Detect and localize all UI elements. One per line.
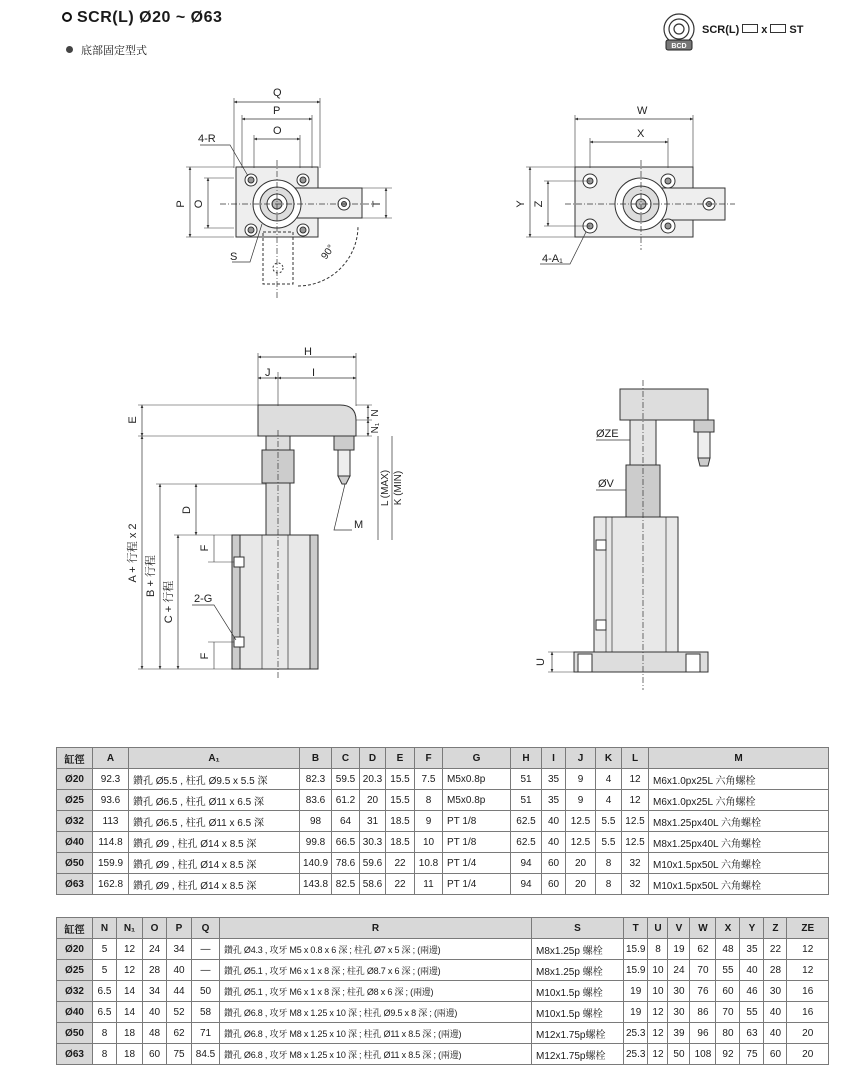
svg-text:2-G: 2-G: [194, 593, 213, 605]
table-cell: 8: [596, 874, 622, 895]
column-header: B: [300, 748, 332, 769]
table-cell: 62.5: [511, 832, 542, 853]
column-header: A: [93, 748, 129, 769]
table-cell: 9: [566, 790, 596, 811]
table-cell: 35: [542, 790, 566, 811]
table-cell: 60: [716, 981, 740, 1002]
column-header: V: [668, 918, 690, 939]
table-cell: 9: [566, 769, 596, 790]
table-cell: 30: [668, 1002, 690, 1023]
table-cell: 12.5: [566, 811, 596, 832]
table-cell: 25.3: [624, 1044, 648, 1065]
table-cell: 19: [624, 981, 648, 1002]
column-header: K: [596, 748, 622, 769]
table-cell: 32: [622, 874, 649, 895]
table-cell: 39: [668, 1023, 690, 1044]
table-cell: 114.8: [93, 832, 129, 853]
table-cell: 51: [511, 769, 542, 790]
table-cell: 58: [192, 1002, 220, 1023]
table-cell: 20: [566, 853, 596, 874]
table-cell: 12: [117, 939, 143, 960]
svg-text:ØV: ØV: [598, 478, 614, 490]
table-cell: 12: [787, 939, 829, 960]
row-header-cell: Ø20: [57, 769, 93, 790]
table-cell: 鑽孔 Ø5.1 , 攻牙 M6 x 1 x 8 深 ; 柱孔 Ø8.7 x 6 深 ; (兩邊): [220, 960, 532, 981]
table-cell: 34: [143, 981, 167, 1002]
table-cell: M12x1.75p螺栓: [532, 1023, 624, 1044]
table-cell: 30: [764, 981, 787, 1002]
column-header: I: [542, 748, 566, 769]
table-cell: 鑽孔 Ø6.8 , 攻牙 M8 x 1.25 x 10 深 ; 柱孔 Ø11 x 8.5 深 ; (兩邊): [220, 1044, 532, 1065]
table-cell: 61.2: [332, 790, 360, 811]
column-header: P: [167, 918, 192, 939]
table-cell: 22: [386, 874, 415, 895]
table-cell: 99.8: [300, 832, 332, 853]
table-cell: PT 1/4: [443, 853, 511, 874]
svg-text:O: O: [193, 199, 205, 209]
table-cell: 60: [542, 853, 566, 874]
svg-text:Y: Y: [515, 200, 527, 208]
table-cell: 140.9: [300, 853, 332, 874]
table-cell: 18: [117, 1023, 143, 1044]
table-cell: 12: [648, 1002, 668, 1023]
table-cell: 40: [764, 1002, 787, 1023]
top-view-left: [186, 98, 392, 300]
column-header: ZE: [787, 918, 829, 939]
row-header-cell: Ø25: [57, 790, 93, 811]
column-header: J: [566, 748, 596, 769]
table-cell: M10x1.5p 螺栓: [532, 981, 624, 1002]
svg-text:N: N: [370, 409, 381, 417]
table-cell: 19: [624, 1002, 648, 1023]
column-header: C: [332, 748, 360, 769]
table-cell: 108: [690, 1044, 716, 1065]
row-header-cell: Ø40: [57, 832, 93, 853]
table-cell: 143.8: [300, 874, 332, 895]
table-cell: 60: [542, 874, 566, 895]
table-cell: 20: [787, 1044, 829, 1065]
svg-text:K (MIN): K (MIN): [393, 470, 404, 506]
table-cell: 16: [787, 1002, 829, 1023]
table-cell: 15.9: [624, 939, 648, 960]
table-cell: 92.3: [93, 769, 129, 790]
table-cell: 15.5: [386, 769, 415, 790]
table-cell: 10: [648, 981, 668, 1002]
table-row: [57, 981, 829, 1002]
svg-text:T: T: [371, 200, 383, 208]
table-row: [57, 832, 829, 853]
table-cell: 50: [668, 1044, 690, 1065]
table-cell: 52: [167, 1002, 192, 1023]
table-cell: 59.6: [360, 853, 386, 874]
table-cell: 35: [542, 769, 566, 790]
table-row: [57, 1023, 829, 1044]
table-header-row: [57, 748, 829, 769]
svg-text:BCD: BCD: [671, 43, 687, 50]
table-cell: 19: [668, 939, 690, 960]
table-cell: 71: [192, 1023, 220, 1044]
table-cell: 75: [167, 1044, 192, 1065]
table-cell: 18: [117, 1044, 143, 1065]
table-cell: 78.6: [332, 853, 360, 874]
table-cell: M8x1.25px40L 六角螺栓: [649, 832, 829, 853]
table-cell: 12: [117, 960, 143, 981]
table-cell: 76: [690, 981, 716, 1002]
column-header: N: [93, 918, 117, 939]
table-cell: 63: [740, 1023, 764, 1044]
table-cell: 鑽孔 Ø9 , 柱孔 Ø14 x 8.5 深: [129, 832, 300, 853]
table-cell: 32: [622, 853, 649, 874]
model-code-text: SCR(L) x ST: [702, 24, 804, 36]
table-cell: 20.3: [360, 769, 386, 790]
table-cell: 40: [764, 1023, 787, 1044]
row-header-cell: Ø32: [57, 811, 93, 832]
table-cell: 鑽孔 Ø6.8 , 攻牙 M8 x 1.25 x 10 深 ; 柱孔 Ø11 x 8.5 深 ; (兩邊): [220, 1023, 532, 1044]
svg-text:U: U: [535, 658, 547, 666]
column-header: A₁: [129, 748, 300, 769]
table-cell: M6x1.0px25L 六角螺栓: [649, 769, 829, 790]
table-row: [57, 1002, 829, 1023]
table-cell: 40: [167, 960, 192, 981]
svg-text:F: F: [199, 544, 211, 552]
svg-text:S: S: [230, 251, 238, 263]
table-cell: 70: [690, 960, 716, 981]
table-cell: M8x1.25p 螺栓: [532, 960, 624, 981]
table-cell: 113: [93, 811, 129, 832]
table-cell: 82.5: [332, 874, 360, 895]
table-cell: PT 1/8: [443, 811, 511, 832]
column-header: O: [143, 918, 167, 939]
table-cell: 30.3: [360, 832, 386, 853]
svg-text:O: O: [273, 125, 282, 137]
spec-table-1: [56, 747, 829, 895]
column-header: R: [220, 918, 532, 939]
table-cell: 8: [596, 853, 622, 874]
table-cell: 20: [787, 1023, 829, 1044]
table-cell: 11: [415, 874, 443, 895]
table-cell: 18.5: [386, 832, 415, 853]
table-cell: 15.9: [624, 960, 648, 981]
table-cell: M6x1.0px25L 六角螺栓: [649, 790, 829, 811]
table-cell: 8: [648, 939, 668, 960]
table-cell: 60: [764, 1044, 787, 1065]
table-cell: 5.5: [596, 832, 622, 853]
column-header: G: [443, 748, 511, 769]
table-cell: 82.3: [300, 769, 332, 790]
column-header: Q: [192, 918, 220, 939]
column-header: 缸徑: [57, 918, 93, 939]
table-cell: 96: [690, 1023, 716, 1044]
table-cell: M10x1.5p 螺栓: [532, 1002, 624, 1023]
column-header: W: [690, 918, 716, 939]
table-cell: 7.5: [415, 769, 443, 790]
svg-text:H: H: [304, 346, 312, 358]
table-cell: 58.6: [360, 874, 386, 895]
table-row: [57, 960, 829, 981]
table-cell: 8: [415, 790, 443, 811]
table-row: [57, 853, 829, 874]
svg-text:4-R: 4-R: [198, 133, 216, 145]
title-text: SCR(L) Ø20 ~ Ø63: [77, 9, 223, 26]
svg-text:Z: Z: [533, 200, 545, 208]
table-cell: 86: [690, 1002, 716, 1023]
table-cell: 94: [511, 853, 542, 874]
table-cell: 20: [360, 790, 386, 811]
table-cell: 20: [566, 874, 596, 895]
table-cell: 5: [93, 939, 117, 960]
column-header: X: [716, 918, 740, 939]
row-header-cell: Ø50: [57, 853, 93, 874]
table-cell: 12: [622, 769, 649, 790]
side-view: [548, 380, 714, 690]
table-cell: 46: [740, 981, 764, 1002]
column-header: Z: [764, 918, 787, 939]
table-cell: 40: [740, 960, 764, 981]
table-cell: M5x0.8p: [443, 790, 511, 811]
svg-text:B + 行程: B + 行程: [145, 555, 157, 597]
column-header: U: [648, 918, 668, 939]
table-cell: 12: [648, 1023, 668, 1044]
table-cell: 24: [143, 939, 167, 960]
table-cell: 12.5: [566, 832, 596, 853]
table-cell: 鑽孔 Ø6.5 , 柱孔 Ø11 x 6.5 深: [129, 811, 300, 832]
table-cell: 51: [511, 790, 542, 811]
table-cell: 鑽孔 Ø6.5 , 柱孔 Ø11 x 6.5 深: [129, 790, 300, 811]
column-header: D: [360, 748, 386, 769]
table-cell: 55: [740, 1002, 764, 1023]
column-header: 缸徑: [57, 748, 93, 769]
table-cell: 10: [415, 832, 443, 853]
row-header-cell: Ø32: [57, 981, 93, 1002]
table-cell: 80: [716, 1023, 740, 1044]
front-view: [138, 353, 392, 680]
row-header-cell: Ø40: [57, 1002, 93, 1023]
table-cell: —: [192, 939, 220, 960]
row-header-cell: Ø25: [57, 960, 93, 981]
table-cell: 40: [143, 1002, 167, 1023]
column-header: M: [649, 748, 829, 769]
table-cell: 22: [764, 939, 787, 960]
table-cell: 159.9: [93, 853, 129, 874]
row-header-cell: Ø20: [57, 939, 93, 960]
table-row: [57, 790, 829, 811]
table-cell: 鑽孔 Ø5.1 , 攻牙 M6 x 1 x 8 深 ; 柱孔 Ø8 x 6 深 ; (兩邊): [220, 981, 532, 1002]
table-cell: 66.5: [332, 832, 360, 853]
table-cell: 10: [648, 960, 668, 981]
svg-text:M: M: [354, 519, 364, 531]
table-cell: 62: [690, 939, 716, 960]
table-cell: 92: [716, 1044, 740, 1065]
table-cell: 5: [93, 960, 117, 981]
table-cell: 24: [668, 960, 690, 981]
table-cell: 5.5: [596, 811, 622, 832]
table-cell: 12.5: [622, 811, 649, 832]
table-row: [57, 811, 829, 832]
table-row: [57, 769, 829, 790]
table-row: [57, 874, 829, 895]
svg-text:X: X: [637, 128, 645, 140]
table-cell: 28: [143, 960, 167, 981]
table-cell: PT 1/8: [443, 832, 511, 853]
table-cell: 鑽孔 Ø9 , 柱孔 Ø14 x 8.5 深: [129, 874, 300, 895]
subtitle-text: 底部固定型式: [81, 44, 147, 57]
row-header-cell: Ø50: [57, 1023, 93, 1044]
table-cell: 50: [192, 981, 220, 1002]
table-cell: M8x1.25p 螺栓: [532, 939, 624, 960]
table-cell: 94: [511, 874, 542, 895]
table-cell: 12: [648, 1044, 668, 1065]
svg-text:Q: Q: [273, 87, 282, 99]
table-cell: 9: [415, 811, 443, 832]
table-cell: 162.8: [93, 874, 129, 895]
table-cell: 35: [740, 939, 764, 960]
table-cell: 60: [143, 1044, 167, 1065]
table-cell: M12x1.75p螺栓: [532, 1044, 624, 1065]
table-cell: 31: [360, 811, 386, 832]
table-cell: M10x1.5px50L 六角螺栓: [649, 874, 829, 895]
table-cell: 鑽孔 Ø4.3 , 攻牙 M5 x 0.8 x 6 深 ; 柱孔 Ø7 x 5 深 ; (兩邊): [220, 939, 532, 960]
table-cell: 40: [542, 832, 566, 853]
table-cell: 34: [167, 939, 192, 960]
column-header: L: [622, 748, 649, 769]
table-cell: 6.5: [93, 1002, 117, 1023]
column-header: N₁: [117, 918, 143, 939]
table-cell: 鑽孔 Ø6.8 , 攻牙 M8 x 1.25 x 10 深 ; 柱孔 Ø9.5 x 8 深 ; (兩邊): [220, 1002, 532, 1023]
table-cell: 48: [143, 1023, 167, 1044]
svg-text:E: E: [127, 416, 139, 424]
svg-text:W: W: [637, 105, 648, 117]
svg-text:L (MAX): L (MAX): [380, 469, 391, 507]
table-header-row: [57, 918, 829, 939]
table-cell: 18.5: [386, 811, 415, 832]
table-cell: 8: [93, 1044, 117, 1065]
svg-text:4-A₁: 4-A₁: [542, 253, 563, 265]
table-cell: PT 1/4: [443, 874, 511, 895]
row-header-cell: Ø63: [57, 1044, 93, 1065]
column-header: Y: [740, 918, 764, 939]
table-cell: 10.8: [415, 853, 443, 874]
table-cell: 14: [117, 1002, 143, 1023]
svg-text:P: P: [175, 200, 187, 208]
table-cell: 12: [622, 790, 649, 811]
table-cell: M8x1.25px40L 六角螺栓: [649, 811, 829, 832]
table-cell: 70: [716, 1002, 740, 1023]
svg-text:ØZE: ØZE: [596, 428, 619, 440]
table-cell: 22: [386, 853, 415, 874]
spec-table-2: [56, 917, 829, 1065]
table-cell: 鑽孔 Ø9 , 柱孔 Ø14 x 8.5 深: [129, 853, 300, 874]
table-cell: 59.5: [332, 769, 360, 790]
table-cell: 8: [93, 1023, 117, 1044]
column-header: T: [624, 918, 648, 939]
svg-text:A + 行程 x 2: A + 行程 x 2: [127, 523, 139, 583]
table-cell: 12.5: [622, 832, 649, 853]
table-cell: —: [192, 960, 220, 981]
table-cell: 75: [740, 1044, 764, 1065]
svg-text:C + 行程: C + 行程: [163, 580, 175, 624]
table-cell: 14: [117, 981, 143, 1002]
svg-text:D: D: [181, 506, 193, 514]
table-cell: 30: [668, 981, 690, 1002]
svg-text:F: F: [199, 652, 211, 660]
table-cell: 16: [787, 981, 829, 1002]
table-cell: M10x1.5px50L 六角螺栓: [649, 853, 829, 874]
table-row: [57, 939, 829, 960]
table-cell: 98: [300, 811, 332, 832]
svg-text:J: J: [265, 367, 271, 379]
table-cell: 40: [542, 811, 566, 832]
table-cell: 4: [596, 790, 622, 811]
svg-text:I: I: [312, 367, 316, 379]
table-cell: 55: [716, 960, 740, 981]
table-cell: 15.5: [386, 790, 415, 811]
column-header: S: [532, 918, 624, 939]
column-header: F: [415, 748, 443, 769]
table-row: [57, 1044, 829, 1065]
table-cell: 62: [167, 1023, 192, 1044]
column-header: H: [511, 748, 542, 769]
table-cell: 6.5: [93, 981, 117, 1002]
table-cell: 64: [332, 811, 360, 832]
table-cell: 93.6: [93, 790, 129, 811]
table-cell: 48: [716, 939, 740, 960]
svg-text:90°: 90°: [319, 243, 338, 262]
top-view-right: [526, 115, 735, 264]
table-cell: 44: [167, 981, 192, 1002]
table-cell: 鑽孔 Ø5.5 , 柱孔 Ø9.5 x 5.5 深: [129, 769, 300, 790]
table-cell: 28: [764, 960, 787, 981]
row-header-cell: Ø63: [57, 874, 93, 895]
table-cell: 83.6: [300, 790, 332, 811]
table-cell: 12: [787, 960, 829, 981]
table-cell: 4: [596, 769, 622, 790]
table-cell: M5x0.8p: [443, 769, 511, 790]
table-cell: 25.3: [624, 1023, 648, 1044]
svg-text:N₁: N₁: [370, 422, 381, 434]
table-cell: 84.5: [192, 1044, 220, 1065]
table-cell: 62.5: [511, 811, 542, 832]
column-header: E: [386, 748, 415, 769]
svg-text:P: P: [273, 105, 281, 117]
